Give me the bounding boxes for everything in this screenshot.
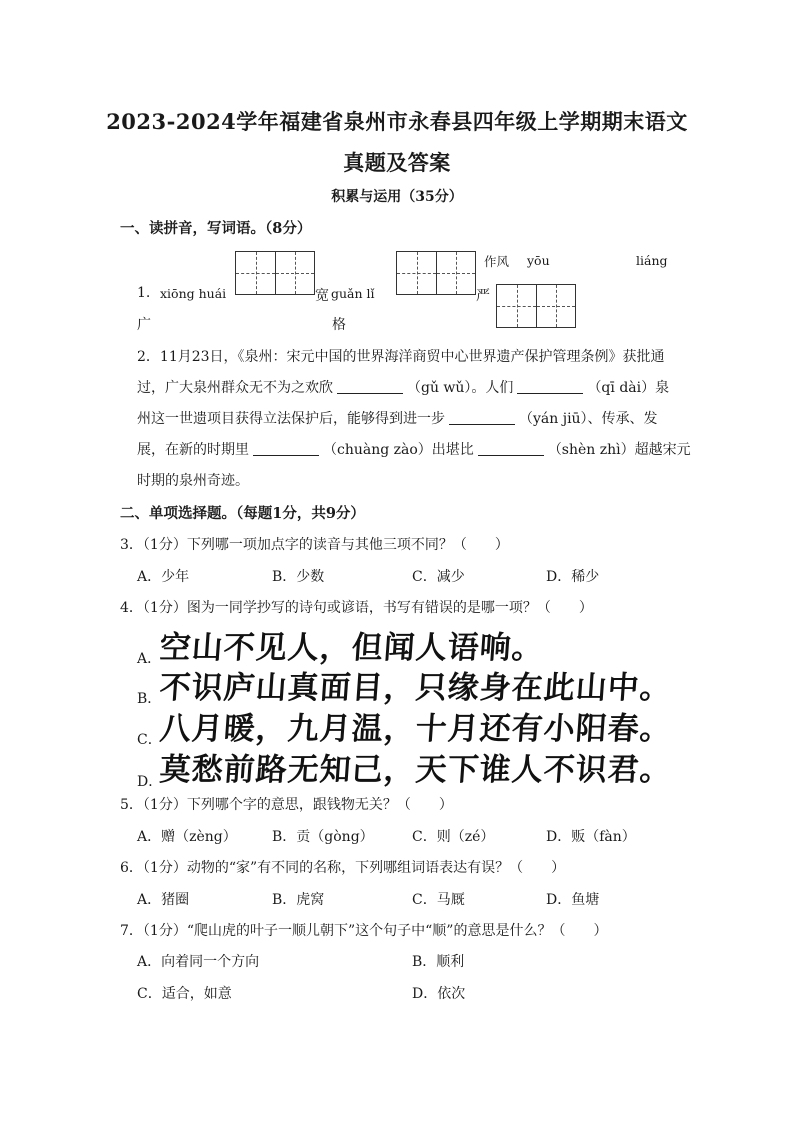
q3-stem: 3．（1分）下列哪一项加点字的读音与其他三项不同？（ ） bbox=[120, 537, 509, 553]
q2-line2 bbox=[137, 377, 669, 397]
q3-option-d[interactable]: D．稀少 bbox=[546, 569, 600, 585]
q5-option-a[interactable]: A．赠（zèng） bbox=[137, 829, 237, 845]
q1-number: 1. bbox=[137, 285, 151, 301]
q2-pinyin-b: （qī dài）泉 bbox=[587, 380, 670, 396]
q4-stem: 4．（1分）图为一同学抄写的诗句或谚语，书写有错误的是哪一项？（ ） bbox=[120, 600, 593, 616]
q3-option-b[interactable]: B．少数 bbox=[272, 569, 325, 585]
q6-option-b[interactable]: B．虎窝 bbox=[272, 892, 325, 908]
q4-label-a[interactable]: A． bbox=[137, 651, 162, 667]
q2-line1: 2．11月23日，《泉州：宋元中国的世界海洋商贸中心世界遗产保护管理条例》获批通 bbox=[137, 349, 665, 365]
q6-option-d[interactable]: D．鱼塘 bbox=[546, 892, 600, 908]
q4-handwriting-b: 不识庐山真面目，只缘身在此山中。 bbox=[158, 670, 674, 706]
q2-blank-5[interactable] bbox=[478, 441, 544, 456]
q6-option-c[interactable]: C．马厩 bbox=[412, 892, 465, 908]
document-title-line1: 2023-2024学年福建省泉州市永春县四年级上学期期末语文 bbox=[106, 109, 688, 134]
q2-blank-1[interactable] bbox=[337, 379, 403, 394]
q4-handwriting-d: 莫愁前路无知己，天下谁人不识君。 bbox=[158, 752, 674, 788]
section1-heading: 一、读拼音，写词语。（8分） bbox=[120, 220, 312, 237]
q2-blank-2[interactable] bbox=[517, 379, 583, 394]
q2-line3-text: 州这一世遗项目获得立法保护后，能够得到进一步 bbox=[137, 411, 445, 427]
q3-option-a[interactable]: A．少年 bbox=[137, 569, 190, 585]
q5-option-d[interactable]: D．贩（fàn） bbox=[546, 829, 636, 845]
part-title: 积累与运用（35分） bbox=[331, 189, 463, 205]
q5-option-c[interactable]: C．则（zé） bbox=[412, 829, 495, 845]
q2-line5: 时期的泉州奇迹。 bbox=[137, 473, 249, 489]
q7-option-d[interactable]: D．依次 bbox=[412, 986, 466, 1002]
q6-option-a[interactable]: A．猪圈 bbox=[137, 892, 190, 908]
q7-option-a[interactable]: A．向着同一个方向 bbox=[137, 954, 260, 970]
q7-option-c[interactable]: C．适合，如意 bbox=[137, 986, 232, 1002]
q1-wrap2: 格 bbox=[332, 317, 346, 333]
q2-pinyin-d: （chuàng zào）出堪比 bbox=[323, 442, 474, 458]
q2-line4-text: 展，在新的时期里 bbox=[137, 442, 249, 458]
q1-pinyin1: xiōng huái bbox=[160, 286, 227, 301]
q1-writing-grid-2[interactable] bbox=[396, 251, 476, 295]
q4-label-d[interactable]: D． bbox=[137, 774, 163, 790]
q1-top-label: 作风 bbox=[484, 254, 510, 269]
document-title-line2: 真题及答案 bbox=[343, 150, 451, 175]
q7-option-b[interactable]: B．顺利 bbox=[412, 954, 465, 970]
section2-heading: 二、单项选择题。（每题1分，共9分） bbox=[120, 505, 365, 522]
q4-handwriting-a: 空山不见人，但闻人语响。 bbox=[158, 630, 546, 666]
q1-pinyin3: yōu bbox=[527, 253, 550, 268]
q1-writing-grid-3[interactable] bbox=[496, 284, 576, 328]
q1-char-after2: 严 bbox=[476, 288, 490, 304]
q4-label-c[interactable]: C． bbox=[137, 732, 162, 748]
q7-stem: 7．（1分）“爬山虎的叶子一顺儿朝下”这个句子中“顺”的意思是什么？（ ） bbox=[120, 923, 608, 939]
q4-handwriting-c: 八月暖，九月温，十月还有小阳春。 bbox=[158, 711, 674, 747]
q1-pinyin4: liáng bbox=[636, 253, 668, 268]
q2-line2-text: 过，广大泉州群众无不为之欢欣 bbox=[137, 380, 333, 396]
q2-pinyin-c: （yán jiū）、传承、发 bbox=[519, 411, 658, 427]
q2-pinyin-a: （gǔ wǔ）。人们 bbox=[407, 380, 514, 396]
q2-blank-4[interactable] bbox=[253, 441, 319, 456]
q5-option-b[interactable]: B．贡（gòng） bbox=[272, 829, 374, 845]
q1-wrap1: 广 bbox=[137, 317, 151, 333]
q1-writing-grid-1[interactable] bbox=[235, 251, 315, 295]
q6-stem: 6．（1分）动物的“家”有不同的名称，下列哪组词语表达有误？（ ） bbox=[120, 860, 566, 876]
q5-stem: 5．（1分）下列哪个字的意思，跟钱物无关？（ ） bbox=[120, 797, 453, 813]
q1-pinyin2: guǎn lǐ bbox=[331, 286, 375, 301]
q2-line4 bbox=[137, 439, 691, 459]
q2-pinyin-e: （shèn zhì）超越宋元 bbox=[547, 442, 691, 458]
q1-char-after1: 宽 bbox=[315, 288, 329, 304]
q4-label-b[interactable]: B． bbox=[137, 691, 162, 707]
q2-line3 bbox=[137, 408, 658, 428]
q3-option-c[interactable]: C．减少 bbox=[412, 569, 465, 585]
q2-blank-3[interactable] bbox=[449, 410, 515, 425]
